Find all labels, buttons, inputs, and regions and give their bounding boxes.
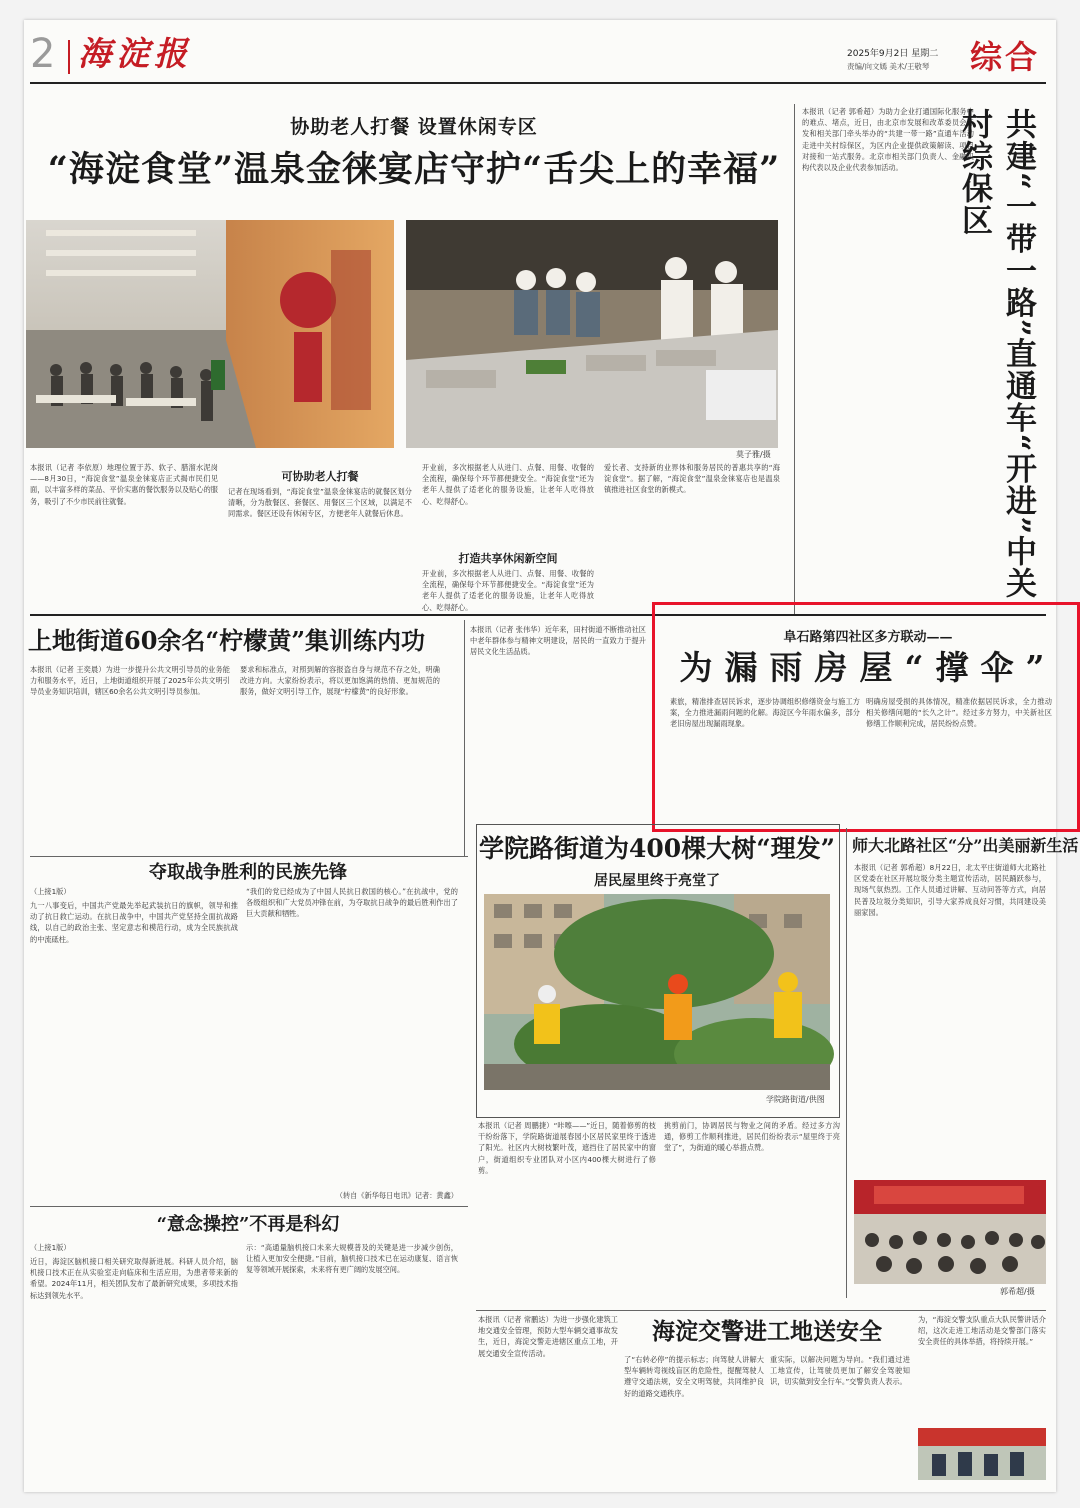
lead-body-col1: 本报讯（记者 李依原）地理位置于苏、软子、腊溜水泥岗——8月30日，“海淀食堂”温泉金徕宴店正式揭市民们见面，以丰富多样的菜品、平价实惠的餐饮服务以及贴心的服务，吸引了不少市民前往就餐。 — [30, 463, 218, 506]
traffic-body-col4: 为，“海淀交警支队重点大队民警讲话介绍，这次走进工地活动是交警部门落实安全责任的具体举措，将持续开展。” — [918, 1315, 1046, 1347]
volunteer-body-col2: 要求和标准点，对照到解的容报盗自身与规范不存之处，明确改进方向。大家纷纷表示，将以更加饱满的热情、更加规范的服务，做好文明引导工作，展现“柠檬黄”的良好形象。 — [240, 665, 440, 697]
traffic-headline: 海淀交警进工地送安全 — [652, 1318, 882, 1345]
shida-body: 本报讯（记者 郭希超）8月22日，北太平庄街道师大北路社区党委在社区开展垃圾分类主题宣传活动，居民踊跃参与，现场气氛热烈。工作人员通过讲解、互动问答等方式，向居民普及垃圾分类知识，引导大家养成良好习惯，共同建设美丽家园。 — [854, 863, 1046, 917]
traffic-event-image — [918, 1428, 1046, 1480]
lead-body-col3b: 开业前，多次根据老人从进门、点餐、用餐、收餐的全流程，确保每个环节都便捷安全。“海淀食堂”还为老年人提供了适老化的服务设施，让老年人吃得放心、吃得舒心。 — [422, 569, 594, 612]
trees-photo — [484, 894, 830, 1090]
side-column-headline: 共建“一带一路”直通车“开进”中关村综保区 — [956, 108, 1036, 600]
volunteer-headline: 上地街道60余名“柠檬黄”集训练内功 — [28, 626, 426, 655]
newspaper-page — [24, 20, 1079, 1492]
lead-body-col3: 开业前，多次根据老人从进门、点餐、用餐、收餐的全流程，确保每个环节都便捷安全。“海淀食堂”还为老年人提供了适老化的服务设施，让老年人吃得放心、吃得舒心。 — [422, 463, 594, 506]
brain-continued: （上接1版） — [30, 1243, 71, 1252]
lead-headline: “海淀食堂”温泉金徕宴店守护“舌尖上的幸福” — [47, 149, 781, 190]
war-headline: 夺取战争胜利的民族先锋 — [149, 862, 347, 883]
trees-body-col2: 挑剪前门，协调居民与物业之间的矛盾。经过多方沟通，修剪工作顺利推进，居民们纷纷表示“屋里终于亮堂了”，为街道的暖心举措点赞。 — [664, 1121, 840, 1153]
traffic-body-col1: 本报讯（记者 常鹏达）为进一步强化建筑工地交通安全管理，预防大型车辆交通事故发生，近日，海淀交警走进辖区重点工地，开展交通安全宣传活动。 — [478, 1315, 618, 1358]
paper-name: 海淀报 — [78, 34, 192, 73]
lead-subhead-leisure: 打造共享休闲新空间 — [458, 552, 558, 565]
rain-body-col2: 明确房屋受损的具体情况，精准依据居民诉求，全力推动相关修缮问题的“长久之计”。经过多方努力，中关新社区修缮工作顺利完成，居民纷纷点赞。 — [866, 697, 1052, 729]
war-body-col1: 九一八事变后，中国共产党最先举起武装抗日的旗帜，领导和推动了抗日救亡运动。在抗日战争中，中国共产党坚持全面抗战路线，以自己的政治主张、坚定意志和模范行动，成为全民族抗战的中流砥柱。 — [30, 901, 238, 944]
shida-headline: 师大北路社区“分”出美丽新生活 — [852, 836, 1079, 855]
war-continued: （上接1版） — [30, 887, 71, 896]
war-source: （转自《新华每日电讯》记者：黄鑫） — [335, 1191, 458, 1200]
trees-photo-credit: 学院路街道/供图 — [766, 1095, 825, 1104]
volunteer-body-col3: 本报讯（记者 张伟华）近年来，田村街道不断推动社区中老年群体参与精神文明建设，居民的一直致力于提升居民文化生活品质。 — [470, 625, 646, 657]
brain-headline: “意念操控”不再是科幻 — [156, 1214, 340, 1235]
trees-subhead: 居民屋里终于亮堂了 — [594, 873, 720, 889]
rain-body-col1: 素旅，精准排查居民诉求，逐步协调组织修缮资金与施工方案，全力推进漏雨问题的化解。海淀区今年雨水偏多，部分老旧房屋出现漏雨现象。 — [670, 697, 860, 729]
traffic-photo — [918, 1428, 1046, 1480]
lead-photo-credit: 莫子雅/摄 — [736, 450, 771, 459]
page-number: 2 — [30, 31, 56, 77]
lead-subhead-assist: 可协助老人打餐 — [281, 470, 359, 483]
buffet-image — [406, 220, 778, 448]
lead-body-col4: 爱长者、支持新的业界体和服务居民的普惠共享的“海淀食堂”。据了解，“海淀食堂”温泉金徕宴店也是温泉镇推进社区食堂的新模式。 — [604, 463, 780, 495]
issue-date: 2025年9月2日 星期二 — [847, 49, 939, 59]
brain-body-col2: 示：“高通量脑机接口未来大规模普及的关键是进一步减少创伤，让植入更加安全便捷。”目前，脑机接口技术已在运动康复、语言恢复等领域开展探索，未来将有更广阔的发展空间。 — [246, 1243, 458, 1275]
dining-hall-image — [26, 220, 394, 448]
shida-photo-credit: 郭希超/摄 — [1000, 1287, 1035, 1296]
volunteer-body-col1: 本报讯（记者 王奕晨）为进一步提升公共文明引导员的业务能力和服务水平，近日，上地街道组织开展了2025年公共文明引导员业务知识培训，辖区60余名公共文明引导员参加。 — [30, 665, 230, 697]
community-event-image — [854, 1180, 1046, 1284]
lead-kicker: 协助老人打餐 设置休闲专区 — [290, 116, 538, 138]
side-column-body: 本报讯（记者 郭希超）为助力企业打通国际化服务中的难点、堵点，近日，由北京市发展和改革委员会开发和相关部门牵头举办的“共建一带一路”直通车活动走进中关村综保区，为区内企业提供政策解读、项目对接和一站式服务。北京市相关部门负责人、金融机构代表以及企业代表参加活动。 — [802, 107, 974, 173]
lead-body-col2: 记者在现场看到，“海淀食堂”温泉金徕宴店的就餐区划分清晰，分为散餐区、套餐区、用餐区三个区域，以满足不同需求。餐区还设有休闲专区，方便老年人就餐后休息。 — [228, 487, 412, 519]
section-name: 综合 — [970, 38, 1041, 76]
shida-photo — [854, 1180, 1046, 1284]
traffic-body-col3: 重实际，以解决问题为导向。“我们通过进工地宣传，让驾驶员更加了解安全驾驶知识，切实做到安全行车。”交警负责人表示。 — [770, 1355, 910, 1387]
lead-photo-dining-hall — [26, 220, 394, 448]
tree-trimming-image — [484, 894, 830, 1090]
rain-headline: 为漏雨房屋“撑伞” — [679, 648, 1057, 687]
trees-headline: 学院路街道为400棵大树“理发” — [479, 834, 835, 863]
rain-kicker: 阜石路第四社区多方联动—— — [783, 630, 953, 645]
traffic-body-col2: 了“右转必停”的提示标志；向驾驶人讲解大型车辆转弯视线盲区的危险性，提醒驾驶人遵守交通法规，安全文明驾驶，共同维护良好的道路交通秩序。 — [624, 1355, 764, 1398]
editor-credits: 责编/向文嫣 美术/王敬琴 — [847, 62, 930, 71]
brain-body-col1: 近日，海淀区脑机接口相关研究取得新进展。科研人员介绍，脑机接口技术正在从实验室走向临床和生活应用，为患者带来新的希望。2024年11月，相关团队发布了最新研究成果，多项技术指标达到领先水平。 — [30, 1257, 238, 1300]
trees-body-col1: 本报讯（记者 周鹏捷）“咔嚓——”近日，随着修剪的枝干纷纷落下，学院路街道展春园小区居民家里终于透进了阳光。社区内大树枝繁叶茂，遮挡住了居民家中的窗户，街道组织专业团队对小区内400棵大树进行了修剪。 — [478, 1121, 656, 1175]
war-body-col2: “我们的党已经成为了中国人民抗日救国的核心。”在抗战中，党的各级组织和广大党员冲锋在前，为夺取抗日战争的最后胜利作出了巨大贡献和牺牲。 — [246, 887, 458, 919]
lead-photo-buffet — [406, 220, 778, 448]
